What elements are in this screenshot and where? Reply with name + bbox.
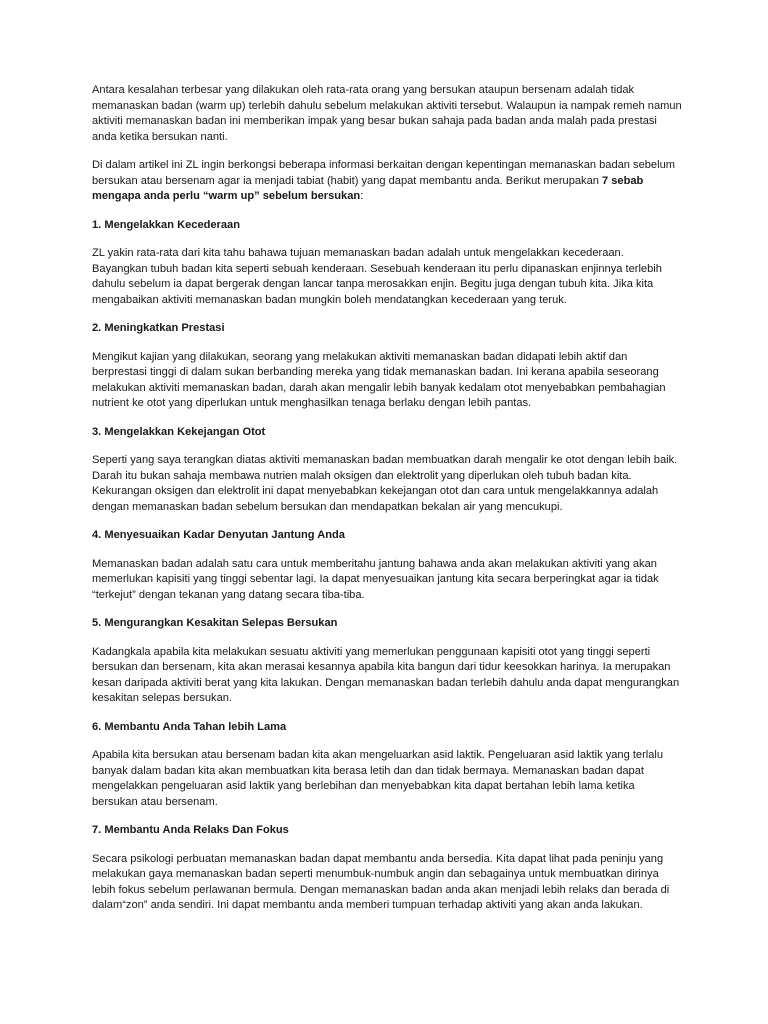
section-1-heading: 1. Mengelakkan Kecederaan <box>92 218 240 231</box>
section-7-body: Secara psikologi perbuatan memanaskan badan dapat membantu anda bersedia. Kita dapat lihat pada peninju yang melakukan gaya memanaskan badan seperti menumbuk-numbuk angin dan sebagainya untuk membuatkan dirinya lebih fokus sebelum perlawanan bermula. Dengan memanaskan badan anda akan menjadi lebih relaks dan berada di dalam“zon” anda sendiri. Ini dapat membantu anda memberi tumpuan terhadap aktiviti yang akan anda lakukan. <box>92 852 670 911</box>
section-1-body: ZL yakin rata-rata dari kita tahu bahawa tujuan memanaskan badan adalah untuk mengelakkan kecederaan. Bayangkan tubuh badan kita seperti sebuah kenderaan. Sesebuah kenderaan itu perlu dipanaskan enjinnya terlebih dahulu sebelum ia dapat bergerak dengan lancar tanpa merosakkan enjin. Begitu juga dengan tubuh kita. Jika kita mengabaikan aktiviti memanaskan badan mungkin boleh mendatangkan kecederaan yang teruk. <box>92 247 662 306</box>
section-3-body: Seperti yang saya terangkan diatas aktiviti memanaskan badan membuatkan darah mengalir ke otot dengan lebih baik. Darah itu bukan sahaja membawa nutrien malah oksigen dan elektrolit yang diperlukan oleh tubuh badan kita. Kekurangan oksigen dan elektrolit ini dapat menyebabkan kekejangan otot dan cara untuk mengelakkannya adalah dengan memanaskan badan sebelum bersukan dan mendapatkan bekalan air yang mencukupi. <box>92 454 678 513</box>
intro-paragraph-2-bold: 7 sebab mengapa anda perlu “warm up” sebelum bersukan <box>92 174 644 202</box>
section-5-heading: 5. Mengurangkan Kesakitan Selepas Bersukan <box>92 617 338 629</box>
intro-paragraph-2 <box>92 158 682 205</box>
section-7-heading: 7. Membantu Anda Relaks Dan Fokus <box>92 824 289 836</box>
section-3-heading: 3. Mengelakkan Kekejangan Otot <box>92 425 266 438</box>
section-2-heading: 2. Meningkatkan Prestasi <box>92 322 225 334</box>
section-6-body: Apabila kita bersukan atau bersenam badan kita akan mengeluarkan asid laktik. Pengeluaran asid laktik yang terlalu banyak dalam badan kita akan membuatkan kita berasa letih dan dan tidak bermaya. Memanaskan badan dapat mengelakkan pengeluaran asid laktik yang berlebihan dan menyebabkan kita dapat bertahan lebih lama ketika bersukan atau bersenam. <box>92 749 664 808</box>
document-page <box>92 83 682 927</box>
section-2-body: Mengikut kajian yang dilakukan, seorang yang melakukan aktiviti memanaskan badan didapati lebih aktif dan berprestasi tinggi di dalam sukan berbanding mereka yang tidak memanaskan badan. Ini kerana apabila seseorang melakukan aktiviti memanaskan badan, darah akan mengalir lebih banyak kedalam otot menyebabkan pembahagian nutrient ke otot yang diperlukan untuk menghasilkan tenaga berlaku dengan lebih pantas. <box>92 350 666 409</box>
section-4-body: Memanaskan badan adalah satu cara untuk memberitahu jantung bahawa anda akan melakukan aktiviti yang akan memerlukan kapisiti yang tinggi sebentar lagi. Ia dapat menyesuaikan jantung kita secara berperingkat agar ia tidak “terkejut” dengan tekanan yang datang secara tiba-tiba. <box>92 557 659 601</box>
section-6-heading: 6. Membantu Anda Tahan lebih Lama <box>92 720 287 733</box>
section-5-body: Kadangkala apabila kita melakukan sesuatu aktiviti yang memerlukan penggunaan kapisiti otot yang tinggi seperti bersukan dan bersenam, kita akan merasai kesannya apabila kita bangun dari tidur keesokkan harinya. Ia merupakan kesan daripada aktiviti berat yang kita lakukan. Dengan memanaskan badan terlebih dahulu anda dapat mengurangkan kesakitan selepas bersukan. <box>92 645 680 704</box>
intro-paragraph-2-end: : <box>360 190 364 202</box>
section-4-heading: 4. Menyesuaikan Kadar Denyutan Jantung Anda <box>92 529 345 541</box>
intro-paragraph-1: Antara kesalahan terbesar yang dilakukan oleh rata-rata orang yang bersukan ataupun bersenam adalah tidak memanaskan badan (warm up) terlebih dahulu sebelum melakukan aktiviti tersebut. Walaupun ia nampak remeh namun aktiviti memanaskan badan ini memberikan impak yang besar bukan sahaja pada badan anda malah pada prestasi anda ketika bersukan nanti. <box>92 84 682 143</box>
intro-paragraph-2-text: Di dalam artikel ini ZL ingin berkongsi beberapa informasi berkaitan dengan kepentingan memanaskan badan sebelum bersukan atau bersenam agar ia menjadi tabiat (habit) yang dapat membantu anda. Berikut merupakan <box>92 159 675 187</box>
